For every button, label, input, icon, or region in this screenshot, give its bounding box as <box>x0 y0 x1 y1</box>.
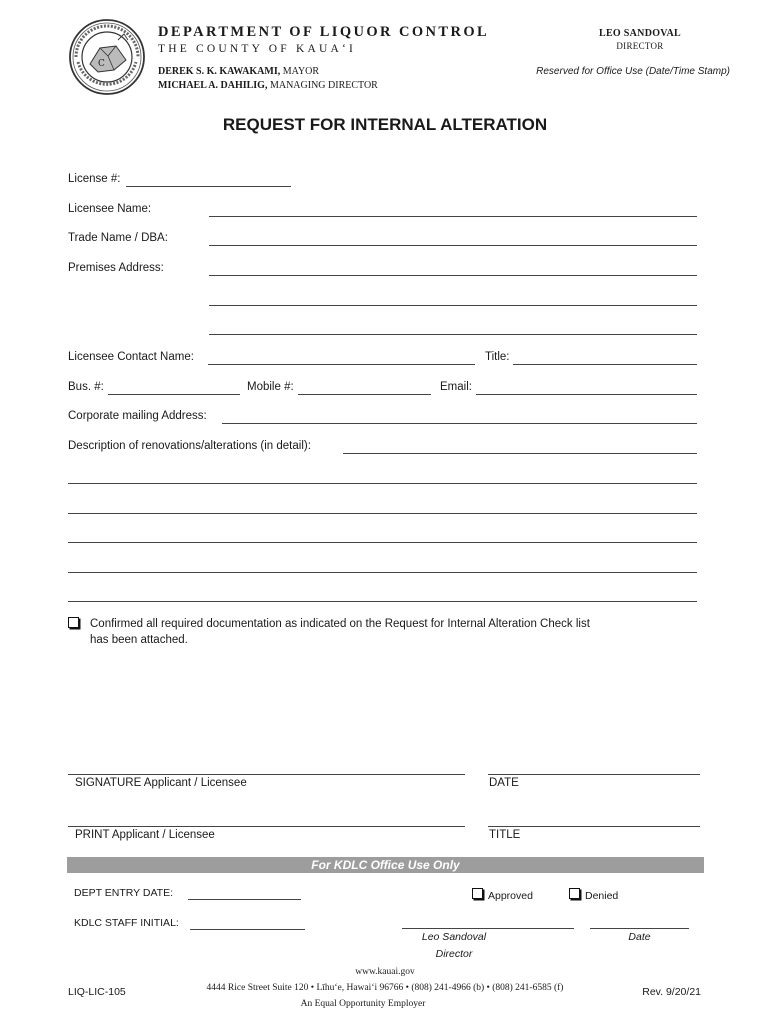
description-input-3[interactable] <box>68 513 697 514</box>
description-input-4[interactable] <box>68 542 697 543</box>
managing-director-name: MICHAEL A. DAHILIG, <box>158 80 268 91</box>
print-name-label: PRINT Applicant / Licensee <box>75 829 215 841</box>
print-title-label: TITLE <box>489 829 521 841</box>
confirm-documentation-checkbox[interactable] <box>68 617 79 628</box>
corporate-address-input[interactable] <box>222 423 697 424</box>
dept-entry-date-label: DEPT ENTRY DATE: <box>74 887 173 899</box>
signature-date-input[interactable] <box>488 774 700 775</box>
print-name-input[interactable] <box>68 826 465 827</box>
license-input[interactable] <box>126 186 291 187</box>
description-input-6[interactable] <box>68 601 697 602</box>
mobile-label: Mobile #: <box>247 381 294 393</box>
staff-initial-label: KDLC STAFF INITIAL: <box>74 917 179 929</box>
signer-name: Leo Sandoval <box>421 931 487 943</box>
director-title: DIRECTOR <box>616 41 664 51</box>
email-label: Email: <box>440 381 472 393</box>
premises-address-input-1[interactable] <box>209 275 697 276</box>
denied-checkbox[interactable] <box>569 888 580 899</box>
description-label: Description of renovations/alterations (in detail): <box>68 440 311 452</box>
description-input-1[interactable] <box>343 453 697 454</box>
trade-name-input[interactable] <box>209 245 697 246</box>
reserved-office-use: Reserved for Office Use (Date/Time Stamp) <box>536 66 730 77</box>
approved-label: Approved <box>488 890 533 902</box>
licensee-name-label: Licensee Name: <box>68 203 152 215</box>
description-input-2[interactable] <box>68 483 697 484</box>
confirm-text-line-1: Confirmed all required documentation as indicated on the Request for Internal Alteration Check list <box>90 618 590 630</box>
approved-checkbox[interactable] <box>472 888 483 899</box>
contact-title-input[interactable] <box>513 364 697 365</box>
mayor-name: DEREK S. K. KAWAKAMI, <box>158 66 281 77</box>
county-seal-logo <box>68 18 146 96</box>
svg-text:C: C <box>98 59 105 69</box>
signature-label: SIGNATURE Applicant / Licensee <box>75 777 247 789</box>
form-id: LIQ-LIC-105 <box>68 986 126 998</box>
director-date-input[interactable] <box>590 928 689 929</box>
director-name: LEO SANDOVAL <box>598 28 682 39</box>
licensee-name-input[interactable] <box>209 216 697 217</box>
mayor-title: MAYOR <box>282 66 320 77</box>
bus-phone-label: Bus. #: <box>68 381 104 393</box>
signer-title: Director <box>435 948 473 960</box>
form-title: REQUEST FOR INTERNAL ALTERATION <box>222 115 548 134</box>
footer-website[interactable]: www.kauai.gov <box>355 967 415 977</box>
premises-address-input-3[interactable] <box>209 334 697 335</box>
confirm-text-line-2: has been attached. <box>90 634 188 646</box>
staff-initial-input[interactable] <box>190 929 305 930</box>
county-name: THE COUNTY OF KAUA‘I <box>158 43 357 55</box>
signature-input[interactable] <box>68 774 465 775</box>
dept-entry-date-input[interactable] <box>188 899 301 900</box>
managing-director-title: MANAGING DIRECTOR <box>269 80 378 91</box>
director-date-caption: Date <box>628 931 651 943</box>
corporate-address-label: Corporate mailing Address: <box>68 410 207 422</box>
premises-address-label: Premises Address: <box>68 262 164 274</box>
description-input-5[interactable] <box>68 572 697 573</box>
footer-address: 4444 Rice Street Suite 120 • Līhu‘e, Hawai‘i 96766 • (808) 241-4966 (b) • (808) 241-6585 (f) <box>206 983 564 993</box>
director-signature-input[interactable] <box>402 928 574 929</box>
mobile-input[interactable] <box>298 394 431 395</box>
bus-phone-input[interactable] <box>108 394 240 395</box>
footer-eoe: An Equal Opportunity Employer <box>300 999 426 1009</box>
contact-name-input[interactable] <box>208 364 475 365</box>
contact-name-label: Licensee Contact Name: <box>68 351 194 363</box>
office-use-banner: For KDLC Office Use Only <box>67 857 704 873</box>
premises-address-input-2[interactable] <box>209 305 697 306</box>
contact-title-label: Title: <box>485 351 510 363</box>
mayor-line <box>158 66 319 77</box>
trade-name-label: Trade Name / DBA: <box>68 232 168 244</box>
email-input[interactable] <box>476 394 697 395</box>
signature-date-label: DATE <box>489 777 519 789</box>
managing-director-line <box>158 80 378 91</box>
license-label: License #: <box>68 173 121 185</box>
print-title-input[interactable] <box>488 826 700 827</box>
denied-label: Denied <box>585 890 619 902</box>
department-name: DEPARTMENT OF LIQUOR CONTROL <box>158 24 490 40</box>
revision-date: Rev. 9/20/21 <box>642 986 701 998</box>
